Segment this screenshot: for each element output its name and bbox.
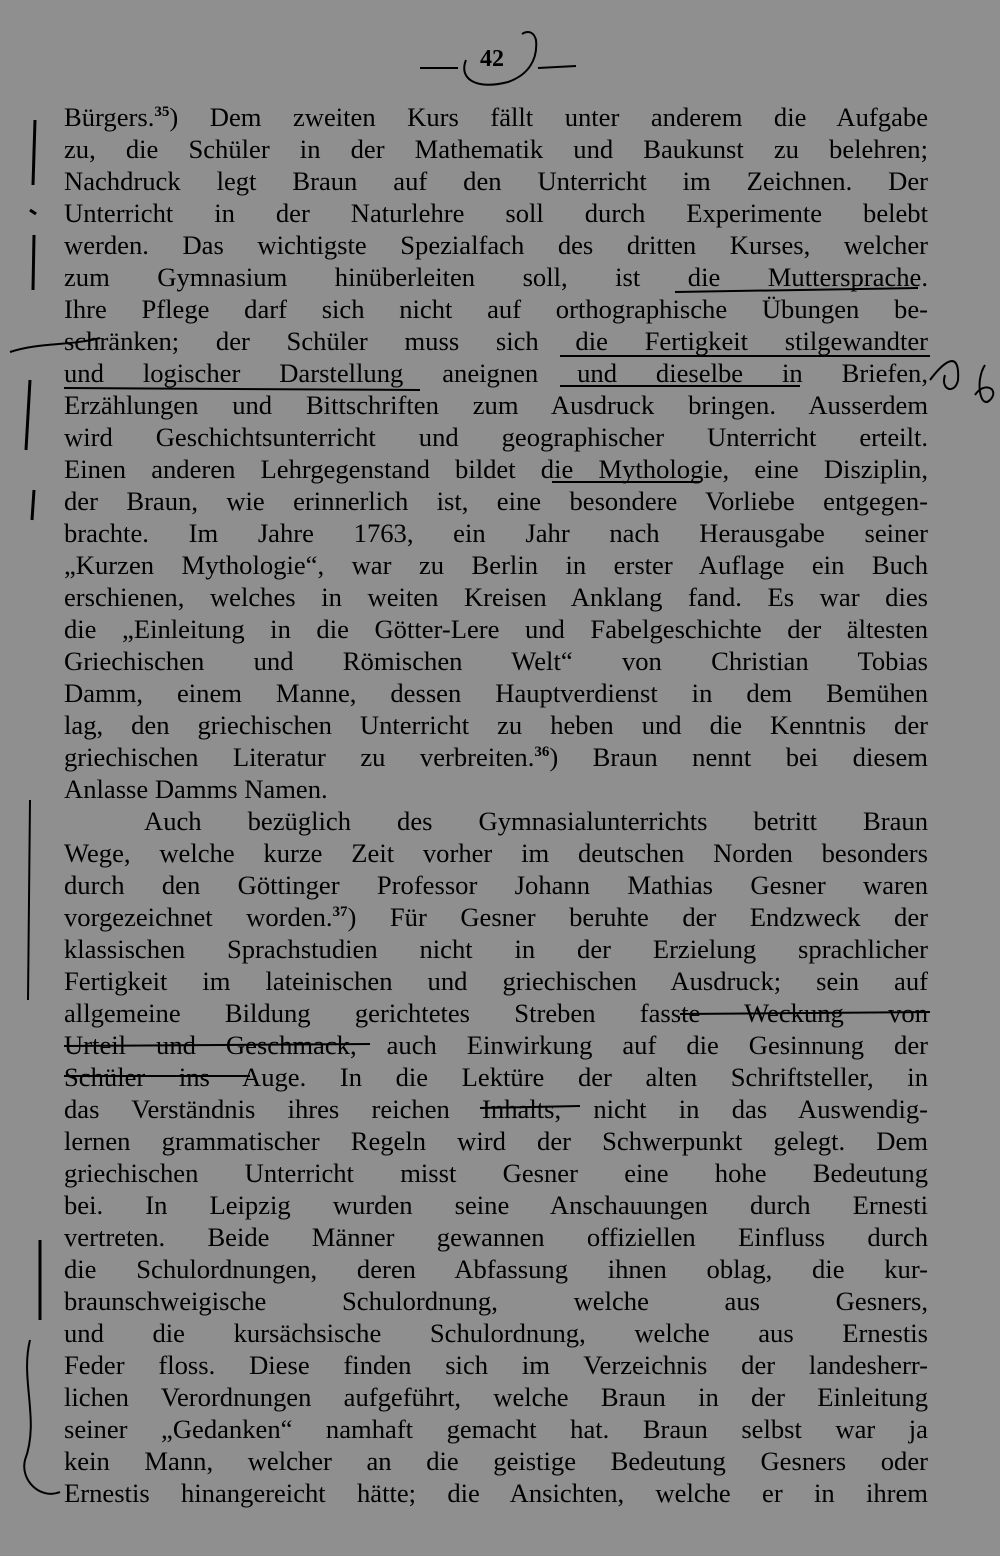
text-line xyxy=(64,293,928,325)
text-line-content: kein Mann, welcher an die geistige Bedeutung Gesners oder xyxy=(64,1446,928,1476)
text-line-rest: ) Braun nennt bei diesem xyxy=(549,742,928,772)
text-line xyxy=(64,869,928,901)
text-line-content: Einen anderen Lehrgegenstand bildet die Mythologie, eine Disziplin, xyxy=(64,454,928,484)
text-line-content: Erzählungen und Bittschriften zum Ausdruck bringen. Ausserdem xyxy=(64,390,928,420)
text-line-content: brachte. Im Jahre 1763, ein Jahr nach Herausgabe seiner xyxy=(64,518,928,548)
text-line-content: vorgezeichnet worden. xyxy=(64,902,333,932)
text-line xyxy=(64,101,928,133)
text-line xyxy=(64,1349,928,1381)
text-line xyxy=(64,997,928,1029)
text-line-content: allgemeine Bildung gerichtetes Streben fasste Weckung von xyxy=(64,998,928,1028)
text-line xyxy=(64,773,928,805)
text-line-content: werden. Das wichtigste Spezialfach des dritten Kurses, welcher xyxy=(64,230,928,260)
text-line-content: und logischer Darstellung aneignen und dieselbe in Briefen, xyxy=(64,358,928,388)
text-line xyxy=(64,965,928,997)
text-line-content: griechischen Literatur zu verbreiten. xyxy=(64,742,535,772)
text-line xyxy=(64,677,928,709)
text-line xyxy=(64,1125,928,1157)
text-line-content: Wege, welche kurze Zeit vorher im deutschen Norden besonders xyxy=(64,838,928,868)
text-line-content: die „Einleitung in die Götter-Lere und Fabelgeschichte der ältesten xyxy=(64,614,928,644)
text-line-content: Damm, einem Manne, dessen Hauptverdienst in dem Bemühen xyxy=(64,678,928,708)
text-line-content: Feder floss. Diese finden sich im Verzeichnis der landesherr- xyxy=(64,1350,928,1380)
footnote-ref: 37 xyxy=(332,904,348,921)
text-line-content: schränken; der Schüler muss sich die Fertigkeit stilgewandter xyxy=(64,326,928,356)
text-line xyxy=(64,389,928,421)
text-line xyxy=(64,133,928,165)
text-line xyxy=(64,1285,928,1317)
text-line xyxy=(64,325,928,357)
text-line-content: Fertigkeit im lateinischen und griechischen Ausdruck; sein auf xyxy=(64,966,928,996)
text-line-content: seiner „Gedanken“ namhaft gemacht hat. Braun selbst war ja xyxy=(64,1414,928,1444)
text-line-content: Auch bezüglich des Gymnasialunterrichts betritt Braun xyxy=(144,806,928,836)
text-line-content: Griechischen und Römischen Welt“ von Christian Tobias xyxy=(64,646,928,676)
text-line xyxy=(64,197,928,229)
text-line xyxy=(64,1093,928,1125)
text-line-content: bei. In Leipzig wurden seine Anschauungen durch Ernesti xyxy=(64,1190,928,1220)
text-line-rest: ) Für Gesner beruhte der Endzweck der xyxy=(347,902,928,932)
text-line xyxy=(64,741,928,773)
text-line-rest: ) Dem zweiten Kurs fällt unter anderem die Aufgabe xyxy=(169,102,928,132)
text-line-content: lichen Verordnungen aufgeführt, welche Braun in der Einleitung xyxy=(64,1382,928,1412)
text-line-content: Urteil und Geschmack, auch Einwirkung auf die Gesinnung der xyxy=(64,1030,928,1060)
text-line-content: der Braun, wie erinnerlich ist, eine besondere Vorliebe entgegen- xyxy=(64,486,928,516)
text-line-content: Unterricht in der Naturlehre soll durch Experimente belebt xyxy=(64,198,928,228)
text-line-content: Anlasse Damms Namen. xyxy=(64,774,328,804)
text-line-content: „Kurzen Mythologie“, war zu Berlin in erster Auflage ein Buch xyxy=(64,550,928,580)
text-line xyxy=(64,1445,928,1477)
text-line xyxy=(64,485,928,517)
text-line xyxy=(64,1221,928,1253)
text-line-content: erschienen, welches in weiten Kreisen Anklang fand. Es war dies xyxy=(64,582,928,612)
text-line xyxy=(64,1061,928,1093)
footnote-ref: 35 xyxy=(154,104,170,121)
page-number-area xyxy=(418,30,578,90)
text-line xyxy=(64,165,928,197)
text-line-content: das Verständnis ihres reichen Inhalts, nicht in das Auswendig- xyxy=(64,1094,928,1124)
text-line-content: zum Gymnasium hinüberleiten soll, ist die Muttersprache. xyxy=(64,262,928,292)
text-line-content: klassischen Sprachstudien nicht in der Erzielung sprachlicher xyxy=(64,934,928,964)
text-line-content: zu, die Schüler in der Mathematik und Baukunst zu belehren; xyxy=(64,134,928,164)
text-line xyxy=(64,709,928,741)
text-line-content: Nachdruck legt Braun auf den Unterricht im Zeichnen. Der xyxy=(64,166,928,196)
text-line xyxy=(64,1381,928,1413)
text-line-content: braunschweigische Schulordnung, welche aus Gesners, xyxy=(64,1286,928,1316)
text-line xyxy=(64,1253,928,1285)
text-line xyxy=(64,1157,928,1189)
text-line xyxy=(64,1413,928,1445)
body-text xyxy=(64,101,928,1509)
text-line-content: vertreten. Beide Männer gewannen offiziellen Einfluss durch xyxy=(64,1222,928,1252)
text-line xyxy=(64,581,928,613)
text-line-content: durch den Göttinger Professor Johann Mathias Gesner waren xyxy=(64,870,928,900)
text-line-content: Schüler ins Auge. In die Lektüre der alten Schriftsteller, in xyxy=(64,1062,928,1092)
text-line xyxy=(64,933,928,965)
text-line xyxy=(64,453,928,485)
text-line-content: Ernestis hinangereicht hätte; die Ansichten, welche er in ihrem xyxy=(64,1478,928,1508)
text-line-content: griechischen Unterricht misst Gesner eine hohe Bedeutung xyxy=(64,1158,928,1188)
footnote-ref: 36 xyxy=(534,744,550,761)
text-line xyxy=(64,805,928,837)
text-line-content: Bürgers. xyxy=(64,102,155,132)
text-line-content: lernen grammatischer Regeln wird der Schwerpunkt gelegt. Dem xyxy=(64,1126,928,1156)
text-line-content: Ihre Pflege darf sich nicht auf orthographische Übungen be- xyxy=(64,294,928,324)
text-line xyxy=(64,261,928,293)
text-line xyxy=(64,645,928,677)
text-line-content: und die kursächsische Schulordnung, welche aus Ernestis xyxy=(64,1318,928,1348)
text-line xyxy=(64,549,928,581)
text-line xyxy=(64,229,928,261)
text-line xyxy=(64,613,928,645)
text-line xyxy=(64,1317,928,1349)
text-line xyxy=(64,421,928,453)
text-line xyxy=(64,1477,928,1509)
text-line xyxy=(64,1029,928,1061)
text-line xyxy=(64,837,928,869)
text-line xyxy=(64,901,928,933)
text-line xyxy=(64,517,928,549)
text-line-content: die Schulordnungen, deren Abfassung ihnen oblag, die kur- xyxy=(64,1254,928,1284)
text-line-content: lag, den griechischen Unterricht zu heben und die Kenntnis der xyxy=(64,710,928,740)
text-line-content: wird Geschichtsunterricht und geographischer Unterricht erteilt. xyxy=(64,422,928,452)
page-number: 42 xyxy=(480,46,504,72)
text-line xyxy=(64,357,928,389)
text-line xyxy=(64,1189,928,1221)
